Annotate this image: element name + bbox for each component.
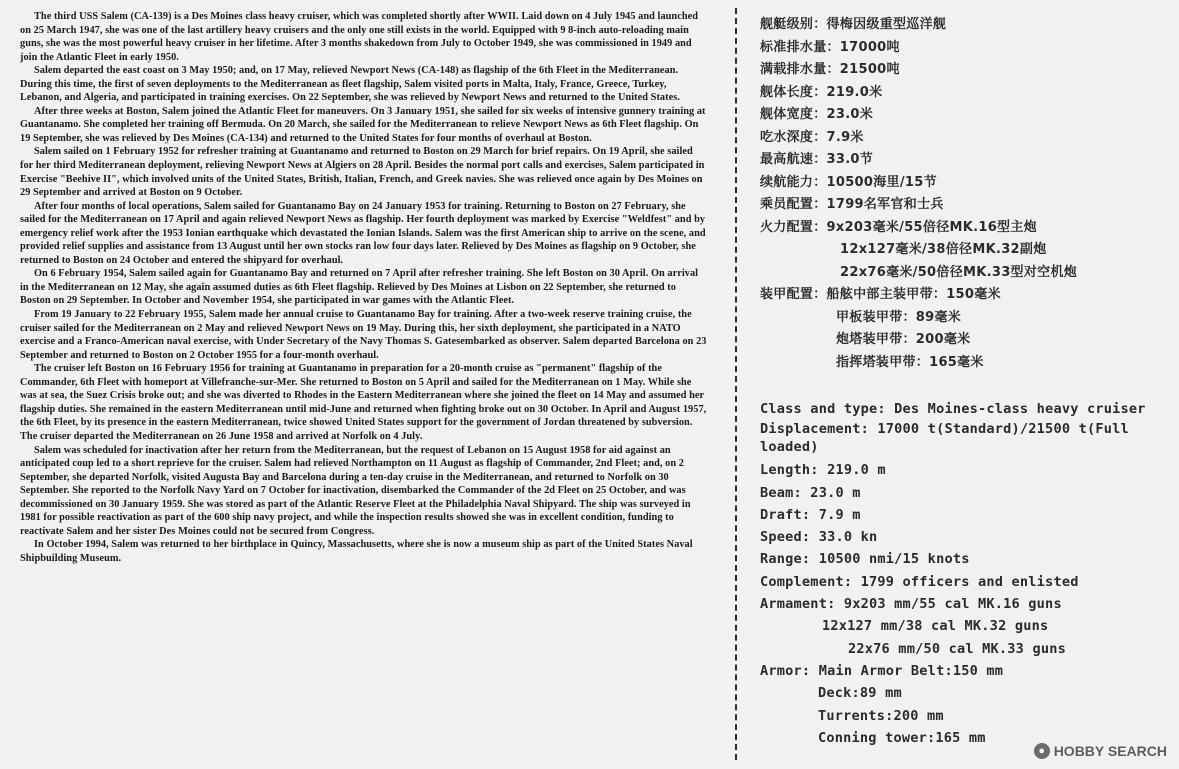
spec-en-armament-aa: 22x76 mm/50 cal MK.33 guns — [848, 640, 1066, 657]
spec-cn-class: 舰艇级别：得梅因级重型巡洋舰 — [760, 17, 947, 32]
history-paragraph: From 19 January to 22 February 1955, Salem made her annual cruise to Guantanamo Bay for training. After a two-week reserve training cruise, the cruiser sailed for the Mediterranean on 2 May and relieved Newport News on 19 May. During this, her sixth deployment, she participated in a NATO exercise and a Franco-American naval exercise, with Under Secretary of the Navy Thomas S. Gatesembarked as observer. Salem departed Barcelona on 23 September and returned to Boston on 2 October 1955 for a four-month overhaul. — [20, 309, 707, 361]
spec-cn-armor-deck: 甲板装甲带：89毫米 — [836, 309, 962, 325]
specifications-column — [760, 14, 1170, 754]
spec-cn-armament-secondary: 12x127毫米/38倍径MK.32副炮 — [840, 242, 1047, 257]
specs-chinese — [760, 14, 1170, 374]
spec-cn-range: 续航能力：10500海里/15节 — [760, 174, 937, 190]
hobby-search-watermark — [1034, 743, 1167, 759]
spec-en-armament: Armament: 9x203 mm/55 cal MK.16 guns — [760, 596, 1062, 613]
spec-cn-speed: 最高航速：33.0节 — [760, 152, 874, 167]
history-paragraph: Salem sailed on 1 February 1952 for refresher training at Guantanamo and returned to Boston on 29 March for brief repairs. On 19 April, she sailed for her third Mediterranean deployment, relieving Newport News at Algiers on 28 April. Besides the normal port calls and exercises, Salem participated in Exercise "Beehive II", which involved units of the United States, British, Italian, French, and Greek navies. She was relieved once again by Des Moines on 29 September and arrived at Boston on 9 October. — [20, 146, 705, 199]
spec-en-displacement: Displacement: 17000 t(Standard)/21500 t(Full loaded) — [760, 421, 1129, 456]
history-paragraph: After four months of local operations, Salem sailed for Guantanamo Bay on 24 January 1953 for training. Returning to Boston on 27 February, she sailed for the Mediterranean on 17 April and again relieved Newport News as flagship. Her fourth deployment was marked by Exercise "Weldfest" and by emergency relief work after the 1953 Ionian earthquake which devastated the Ionian Islands. Salem was the first American ship to arrive on the scene, and provided relief supplies and assistance from 13 August until her own stocks ran low four days later. Relieved by Des Moines as flagship on 9 October, she returned to Boston on 24 October and entered the shipyard for overhaul. — [20, 200, 706, 266]
spec-cn-draft: 吃水深度：7.9米 — [760, 129, 864, 145]
spec-en-complement: Complement: 1799 officers and enlisted — [760, 573, 1079, 590]
spec-en-class: Class and type: Des Moines-class heavy cruiser — [760, 401, 1146, 417]
history-paragraph: After three weeks at Boston, Salem joined the Atlantic Fleet for maneuvers. On 3 January 1951, she sailed for six weeks of intensive gunnery training at Guantanamo. She completed her training off Bermuda. On 20 March, she sailed for the Mediterranean to relieve Newport News as 6th Fleet flagship. On 19 September, she was relieved by Des Moines (CA-134) and returned to the United States for four months of overhaul at Boston. — [20, 105, 706, 144]
spec-en-beam: Beam: 23.0 m — [760, 484, 861, 501]
spec-en-armor-deck: Deck:89 mm — [818, 685, 902, 702]
history-paragraph: In October 1994, Salem was returned to her birthplace in Quincy, Massachusetts, where she is now a museum ship as part of the United States Naval Shipbuilding Museum. — [20, 539, 693, 564]
history-paragraph: Salem departed the east coast on 3 May 1950; and, on 17 May, relieved Newport News (CA-148) as flagship of the 6th Fleet in the Mediterranean. During this time, the first of seven deployments to the Mediterranean as fleet flagship, Salem visited ports in Malta, Italy, France, Greece, Turkey, Lebanon, and Algeria, and participated in training exercises. On 22 September, she was relieved by Newport News and returned to the United States. — [20, 65, 680, 104]
spec-en-speed: Speed: 33.0 kn — [760, 529, 878, 546]
spec-en-range: Range: 10500 nmi/15 knots — [760, 551, 970, 568]
spec-cn-armament-aa: 22x76毫米/50倍径MK.33型对空机炮 — [840, 264, 1078, 280]
spec-en-draft: Draft: 7.9 m — [760, 506, 861, 523]
specs-english — [760, 398, 1170, 749]
spec-cn-length: 舰体长度：219.0米 — [760, 84, 883, 100]
dashed-divider — [735, 8, 737, 760]
history-paragraph: The cruiser left Boston on 16 February 1956 for training at Guantanamo in preparation for a 20-month cruise as "permanent" flagship of the Commander, 6th Fleet with homeport at Villefranche-sur-Mer. She returned to Boston on 5 April and sailed for the Mediterranean on 1 May. While she was at sea, the Suez Crisis broke out; and she was diverted to Rhodes in the Eastern Mediterranean where she joined the fleet on 14 May and assumed her flagship duties. She remained in the eastern Mediterranean until mid-June and returned when fighting broke out on 30 October. In April and August 1957, the 6th Fleet, by its presence in the eastern Mediterranean, twice showed United States support for the government of Jordan threatened by subversion. The cruiser departed the Mediterranean on 26 June 1958 and arrived at Norfolk on 4 July. — [20, 363, 707, 442]
spec-en-armor-conning: Conning tower:165 mm — [818, 729, 986, 746]
spec-cn-full-displacement: 满载排水量：21500吨 — [760, 62, 900, 77]
watermark-text: HOBBY SEARCH — [1053, 743, 1167, 759]
hobby-search-logo-icon: ● — [1034, 743, 1050, 759]
history-paragraph: On 6 February 1954, Salem sailed again for Guantanamo Bay and returned on 7 April after refresher training. She left Boston on 30 April. On arrival in the Mediterranean on 12 May, she again assumed duties as 6th Fleet flagship. Relieved by Des Moines at Lisbon on 22 September, she returned to Boston on 29 September. In October and November 1954, she participated in war games with the Atlantic Fleet. — [20, 268, 699, 307]
spec-cn-armor: 装甲配置：船舷中部主装甲带：150毫米 — [760, 287, 1001, 302]
spec-cn-crew: 乘员配置：1799名军官和士兵 — [760, 197, 944, 212]
spec-en-armor-turret: Turrents:200 mm — [818, 707, 944, 724]
spec-en-armor: Armor: Main Armor Belt:150 mm — [760, 662, 1004, 679]
history-text-column — [20, 10, 708, 762]
spec-cn-armor-conning: 指挥塔装甲带：165毫米 — [836, 354, 984, 370]
spec-cn-armament: 火力配置：9x203毫米/55倍径MK.16型主炮 — [760, 219, 1037, 235]
spec-en-armament-secondary: 12x127 mm/38 cal MK.32 guns — [822, 618, 1049, 635]
spec-cn-standard-displacement: 标准排水量：17000吨 — [760, 39, 900, 55]
history-paragraph: The third USS Salem (CA-139) is a Des Moines class heavy cruiser, which was completed shortly after WWII. Laid down on 4 July 1945 and launched on 25 March 1947, she was one of the last artillery heavy cruisers and the only one still exists in the world. Equipped with 9 8-inch auto-reloading main guns, she was the most powerful heavy cruiser in her lifetime. After 3 months shakedown from July to October 1949, she was commissioned in 1949 and join the Atlantic Fleet in early 1950. — [20, 11, 699, 63]
spec-en-length: Length: 219.0 m — [760, 462, 886, 479]
spec-cn-beam: 舰体宽度：23.0米 — [760, 107, 874, 122]
history-paragraph: Salem was scheduled for inactivation after her return from the Mediterranean, but the request of Lebanon on 15 August 1958 for aid against an anticipated coup led to a short reprieve for the cruiser. Salem had relieved Northampton on 11 August as flagship of Commander, 2nd Fleet; and, on 2 September, she departed Norfolk, visited Augusta Bay and Barcelona during a ten-day cruise in the Mediterranean, and returned to Norfolk on 30 September. She reported to the Norfolk Navy Yard on 7 October for inactivation, disembarked the Commander of the 2d Fleet on 25 October, and was decommissioned on 30 January 1959. She was stored as part of the Atlantic Reserve Fleet at the Philadelphia Naval Shipyard. The ship was surveyed in 1981 for possible reactivation as part of the 600 ship navy project, and while the inspection results showed she was in excellent condition, funding to reactivate Salem and her sister Des Moines could not be secured from Congress. — [20, 444, 691, 537]
spec-cn-armor-turret: 炮塔装甲带：200毫米 — [836, 332, 971, 347]
